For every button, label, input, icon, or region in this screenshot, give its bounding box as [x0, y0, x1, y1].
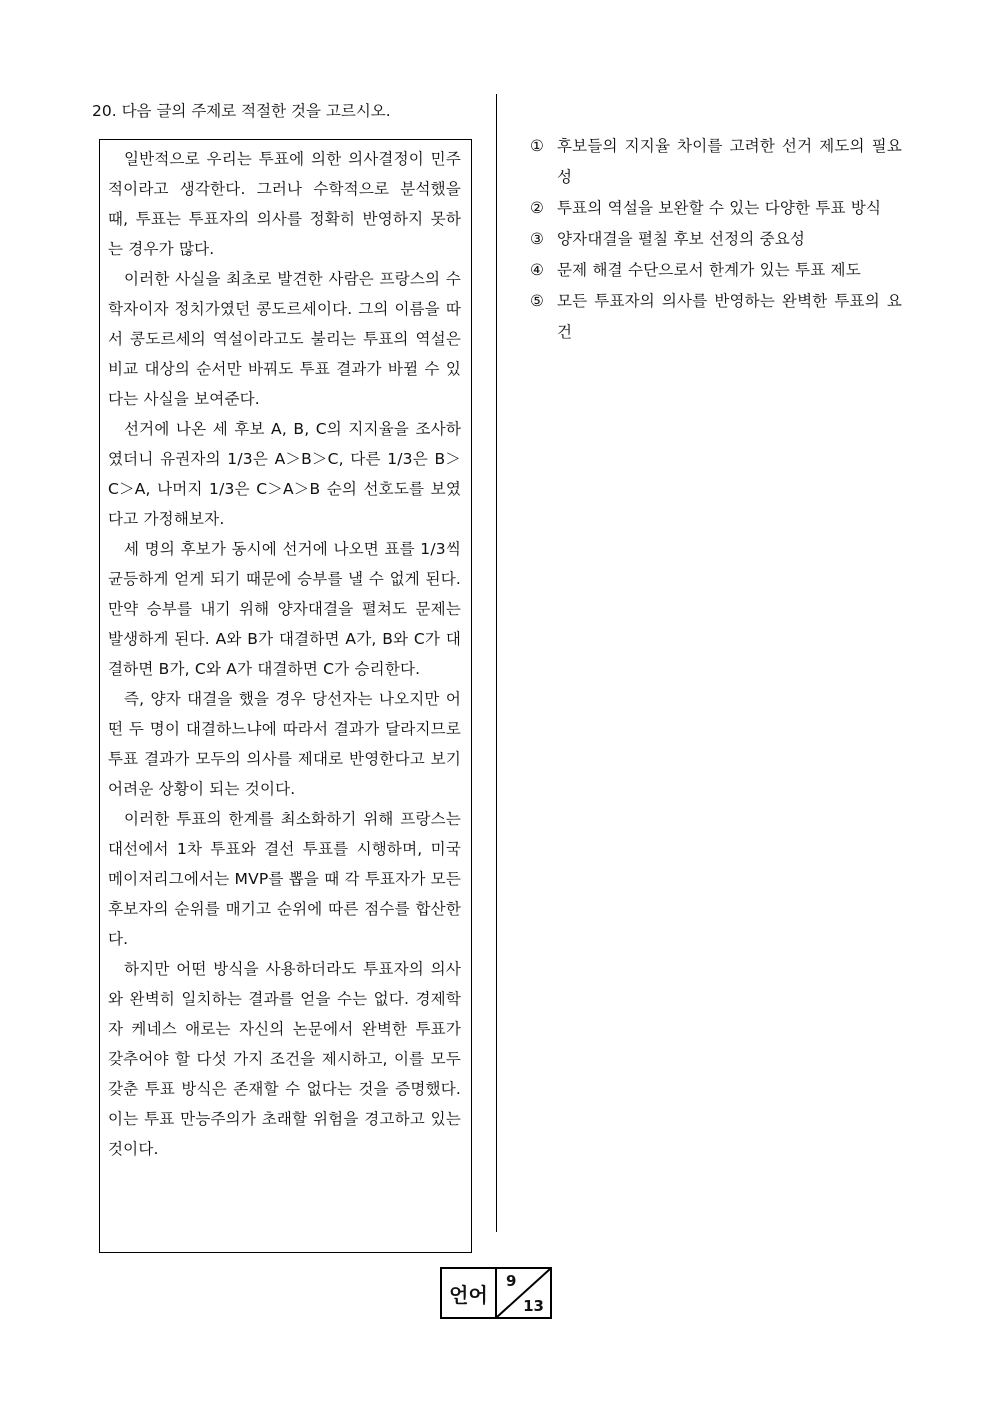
question-heading: 20. 다음 글의 주제로 적절한 것을 고르시오.: [92, 102, 391, 120]
page-fraction: [497, 1269, 550, 1317]
page-number-box: [440, 1267, 552, 1319]
option-number: ②: [530, 199, 545, 217]
subject-label: 언어: [442, 1269, 497, 1317]
passage-paragraph-5: 즉, 양자 대결을 했을 경우 당선자는 나오지만 어떤 두 명이 대결하느냐에 따라서 결과가 달라지므로 투표 결과가 모두의 의사를 제대로 반영한다고 보기 어려운 상황이 되는 것이다.: [108, 690, 461, 798]
option-text: 후보들의 지지율 차이를 고려한 선거 제도의 필요성: [557, 137, 902, 186]
answer-option-5[interactable]: [530, 286, 902, 348]
option-text: 모든 투표자의 의사를 반영하는 완벽한 투표의 요건: [557, 292, 902, 341]
passage-paragraph-4: 세 명의 후보가 동시에 선거에 나오면 표를 1/3씩 균등하게 얻게 되기 때문에 승부를 낼 수 없게 된다. 만약 승부를 내기 위해 양자대결을 펼쳐도 문제는 발생하게 된다. A와 B가 대결하면 A가, B와 C가 대결하면 B가, C와 A가 대결하면 C가 승리한다.: [108, 540, 461, 678]
option-number: ④: [530, 261, 545, 279]
passage-paragraph-2: 이러한 사실을 최초로 발견한 사람은 프랑스의 수학자이자 정치가였던 콩도르세이다. 그의 이름을 따서 콩도르세의 역설이라고도 불리는 투표의 역설은 비교 대상의 순서만 바꿔도 투표 결과가 바뀔 수 있다는 사실을 보여준다.: [108, 270, 461, 408]
option-text: 문제 해결 수단으로서 한계가 있는 투표 제도: [557, 261, 861, 279]
passage-paragraph-3: 선거에 나온 세 후보 A, B, C의 지지율을 조사하였더니 유권자의 1/3은 A＞B＞C, 다른 1/3은 B＞C＞A, 나머지 1/3은 C＞A＞B 순의 선호도를 보였다고 가정해보자.: [108, 420, 461, 528]
option-text: 투표의 역설을 보완할 수 있는 다양한 투표 방식: [557, 199, 882, 217]
answer-option-3[interactable]: [530, 224, 902, 255]
total-pages: 13: [523, 1297, 544, 1315]
option-number: ①: [530, 137, 545, 155]
passage-paragraph-1: 일반적으로 우리는 투표에 의한 의사결정이 민주적이라고 생각한다. 그러나 수학적으로 분석했을 때, 투표는 투표자의 의사를 정확히 반영하지 못하는 경우가 많다.: [108, 150, 461, 258]
passage-paragraph-7: 하지만 어떤 방식을 사용하더라도 투표자의 의사와 완벽히 일치하는 결과를 얻을 수는 없다. 경제학자 케네스 애로는 자신의 논문에서 완벽한 투표가 갖추어야 할 다섯 가지 조건을 제시하고, 이를 모두 갖춘 투표 방식은 존재할 수 없다는 것을 증명했다. 이는 투표 만능주의가 초래할 위험을 경고하고 있는 것이다.: [108, 960, 461, 1158]
option-number: ③: [530, 230, 545, 248]
column-divider: [496, 94, 497, 1232]
answer-options: [530, 131, 902, 348]
answer-option-1[interactable]: [530, 131, 902, 193]
current-page: 9: [506, 1272, 517, 1290]
option-number: ⑤: [530, 292, 545, 310]
answer-option-4[interactable]: [530, 255, 902, 286]
passage-box: [99, 139, 472, 1253]
answer-option-2[interactable]: [530, 193, 902, 224]
option-text: 양자대결을 펼칠 후보 선정의 중요성: [557, 230, 806, 248]
passage-paragraph-6: 이러한 투표의 한계를 최소화하기 위해 프랑스는 대선에서 1차 투표와 결선 투표를 시행하며, 미국 메이저리그에서는 MVP를 뽑을 때 각 투표자가 모든 후보자의 순위를 매기고 순위에 따른 점수를 합산한다.: [108, 810, 461, 948]
